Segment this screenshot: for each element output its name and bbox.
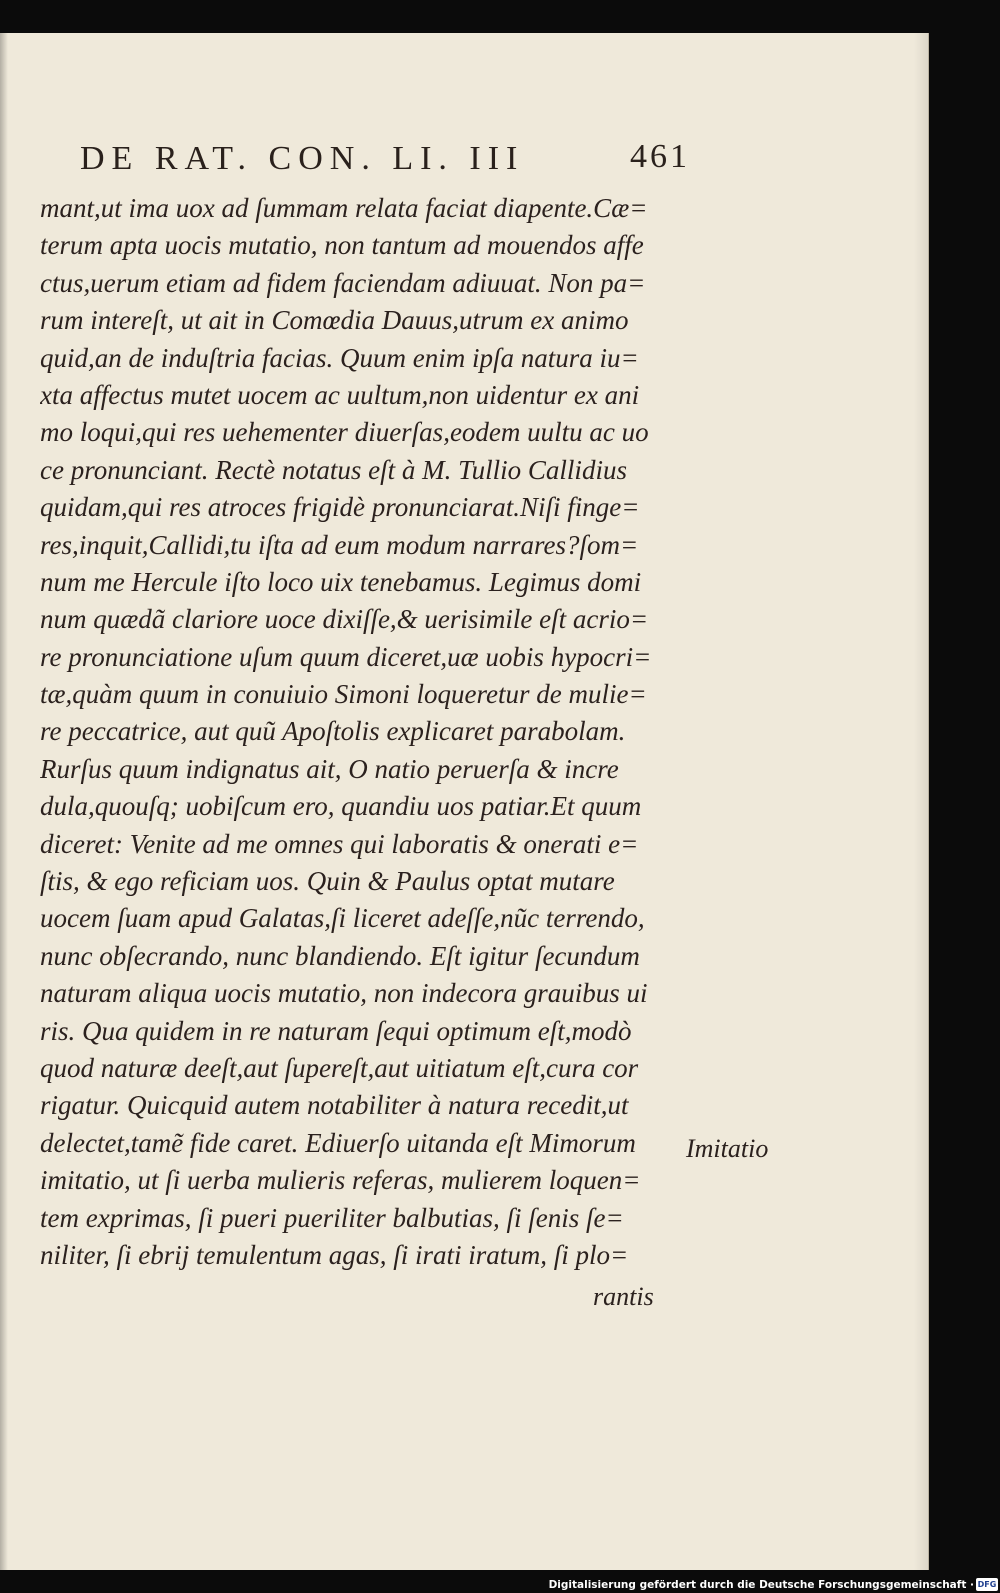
catchword: rantis	[593, 1282, 654, 1311]
text-line: num quædã clariore uoce dixiſſe,& uerisimile eſt acrio=	[40, 604, 649, 635]
text-line: ce pronunciant. Rectè notatus eſt à M. Tullio Callidius	[40, 454, 627, 485]
text-line: niliter, ſi ebrij temulentum agas, ſi irati iratum, ſi plo=	[40, 1239, 629, 1270]
text-line: terum apta uocis mutatio, non tantum ad mouendos affe	[40, 230, 644, 261]
text-line: quid,an de induſtria facias. Quum enim ipſa natura iu=	[40, 342, 639, 373]
text-line: quidam,qui res atroces frigidè pronunciarat.Niſi finge=	[40, 492, 640, 523]
text-line: res,inquit,Callidi,tu iſta ad eum modum narrares?ſom=	[40, 529, 639, 560]
running-title: DE RAT. CON. LI. III	[80, 140, 525, 177]
text-line: naturam aliqua uocis mutatio, non indecora grauibus ui	[40, 978, 648, 1009]
body-text	[40, 190, 685, 1274]
text-line: tæ,quàm quum in conuiuio Simoni loqueretur de mulie=	[40, 679, 647, 710]
text-line: tem exprimas, ſi pueri pueriliter balbutias, ſi ſenis ſe=	[40, 1202, 624, 1233]
text-line: ctus,uerum etiam ad fidem faciendam adiuuat. Non pa=	[40, 267, 646, 298]
text-line: re peccatrice, aut quũ Apoſtolis explicaret parabolam.	[40, 716, 626, 747]
running-header	[80, 140, 690, 180]
text-line: nunc obſecrando, nunc blandiendo. Eſt igitur ſecundum	[40, 940, 640, 971]
text-line: quod naturæ deeſt,aut ſupereſt,aut uitiatum eſt,cura cor	[40, 1052, 639, 1083]
text-line: uocem ſuam apud Galatas,ſi liceret adeſſe,nũc terrendo,	[40, 903, 645, 934]
dfg-logo-icon: DFG	[977, 1580, 997, 1589]
footer-text: Digitalisierung gefördert durch die Deutsche Forschungsgemeinschaft ·	[548, 1579, 974, 1591]
text-line: ſtis, & ego reficiam uos. Quin & Paulus optat mutare	[40, 866, 615, 897]
text-line: rigatur. Quicquid autem notabiliter à natura recedit,ut	[40, 1090, 629, 1121]
text-line: Rurſus quum indignatus ait, O natio peruerſa & incre	[40, 753, 619, 784]
footer-credit	[549, 1577, 974, 1593]
text-line: delectet,tamẽ fide caret. Ediuerſo uitanda eſt Mimorum	[40, 1127, 636, 1158]
text-line: imitatio, ut ſi uerba mulieris referas, mulierem loquen=	[40, 1165, 641, 1196]
page-number: 461	[630, 138, 690, 175]
text-line: re pronunciatione uſum quum diceret,uæ uobis hypocri=	[40, 641, 652, 672]
text-line: ris. Qua quidem in re naturam ſequi optimum eſt,modò	[40, 1015, 632, 1046]
text-line: mant,ut ima uox ad ſummam relata faciat diapente.Cæ=	[40, 193, 648, 223]
text-line: num me Hercule iſto loco uix tenebamus. Legimus domi	[40, 566, 642, 597]
text-line: dula,quouſq; uobiſcum ero, quandiu uos patiar.Et quum	[40, 791, 642, 822]
text-line: rum intereſt, ut ait in Comœdia Dauus,utrum ex animo	[40, 305, 629, 336]
text-line: diceret: Venite ad me omnes qui laboratis & onerati e=	[40, 828, 639, 859]
marginal-note: Imitatio	[686, 1134, 769, 1163]
text-line: xta affectus mutet uocem ac uultum,non uidentur ex ani	[40, 379, 640, 410]
text-line: mo loqui,qui res uehementer diuerſas,eodem uultu ac uo	[40, 417, 649, 448]
gutter-shadow	[0, 33, 8, 1570]
